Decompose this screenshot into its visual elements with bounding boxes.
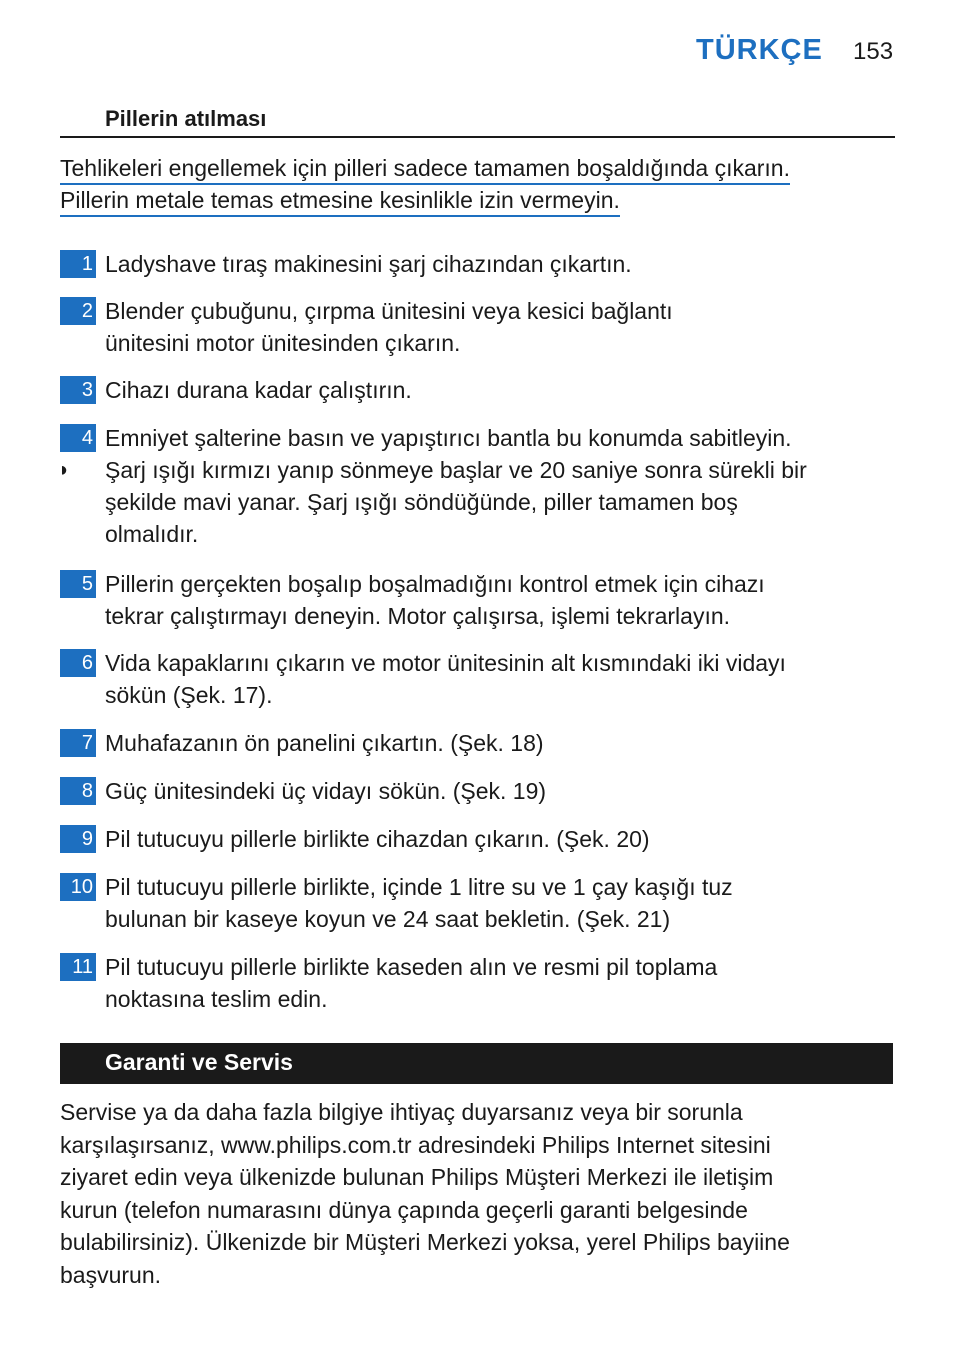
step-number: 11: [60, 953, 96, 981]
step-number: 3: [60, 376, 96, 404]
section-bar-title: Garanti ve Servis: [105, 1049, 293, 1075]
step-number: 6: [60, 649, 96, 677]
bullet-icon: ◗: [58, 459, 71, 481]
step-note-text: Şarj ışığı kırmızı yanıp sönmeye başlar ve 20 saniye sonra sürekli bir şekilde mavi yanar. Şarj ışığı söndüğünde, piller tamamen boş olmalıdır.: [105, 457, 807, 547]
heading-rule: [60, 136, 895, 138]
step-number: 7: [60, 729, 96, 757]
step-text: Blender çubuğunu, çırpma ünitesini veya kesici bağlantı ünitesini motor ünitesinden çıkarın.: [105, 298, 673, 356]
section-bar: [60, 1043, 893, 1084]
step-text: Pil tutucuyu pillerle birlikte, içinde 1 litre su ve 1 çay kaşığı tuz bulunan bir kaseye koyun ve 24 saat bekletin. (Şek. 21): [105, 874, 733, 932]
warning-line: Tehlikeleri engellemek için pilleri sadece tamamen boşaldığında çıkarın.: [60, 152, 790, 184]
step-number: 1: [60, 250, 96, 278]
step-text: Vida kapaklarını çıkarın ve motor ünitesinin alt kısmındaki iki vidayı sökün (Şek. 17).: [105, 650, 786, 708]
step-number: 4: [60, 424, 96, 452]
step-text: Muhafazanın ön panelini çıkartın. (Şek. 18): [105, 730, 544, 756]
step-number: 9: [60, 825, 96, 853]
step-number: 10: [60, 873, 96, 901]
step-text: Güç ünitesindeki üç vidayı sökün. (Şek. 19): [105, 778, 547, 804]
step-number: 5: [60, 570, 96, 598]
step-number: 8: [60, 777, 96, 805]
warning-text: [60, 152, 790, 216]
page-number: 153: [853, 38, 894, 65]
section-heading: Pillerin atılması: [105, 106, 267, 131]
step-text: Ladyshave tıraş makinesini şarj cihazından çıkartın.: [105, 251, 632, 277]
step-text: Cihazı durana kadar çalıştırın.: [105, 377, 412, 403]
language-header: TÜRKÇE: [696, 34, 823, 66]
warning-line: Pillerin metale temas etmesine kesinlikle izin vermeyin.: [60, 184, 790, 216]
step-text: Emniyet şalterine basın ve yapıştırıcı bantla bu konumda sabitleyin.: [105, 425, 792, 451]
step-number: 2: [60, 297, 96, 325]
step-text: Pil tutucuyu pillerle birlikte kaseden alın ve resmi pil toplama noktasına teslim edin.: [105, 954, 718, 1012]
step-text: Pil tutucuyu pillerle birlikte cihazdan çıkarın. (Şek. 20): [105, 826, 650, 852]
guarantee-paragraph: Servise ya da daha fazla bilgiye ihtiyaç duyarsanız veya bir sorunla karşılaşırsanız, www.philips.com.tr adresindeki Philips Internet sitesini ziyaret edin veya ülkenizde bulunan Philips Müşteri Merkezi ile iletişim kurun (telefon numarasını dünya çapında geçerli garanti belgesinde bulabilirsiniz). Ülkenizde bir Müşteri Merkezi yoksa, yerel Philips bayiine başvurun.: [60, 1099, 790, 1288]
website-link[interactable]: www.philips.com.tr: [221, 1131, 412, 1158]
step-text: Pillerin gerçekten boşalıp boşalmadığını kontrol etmek için cihazı tekrar çalıştırmayı deneyin. Motor çalışırsa, işlemi tekrarlayın.: [105, 571, 765, 629]
